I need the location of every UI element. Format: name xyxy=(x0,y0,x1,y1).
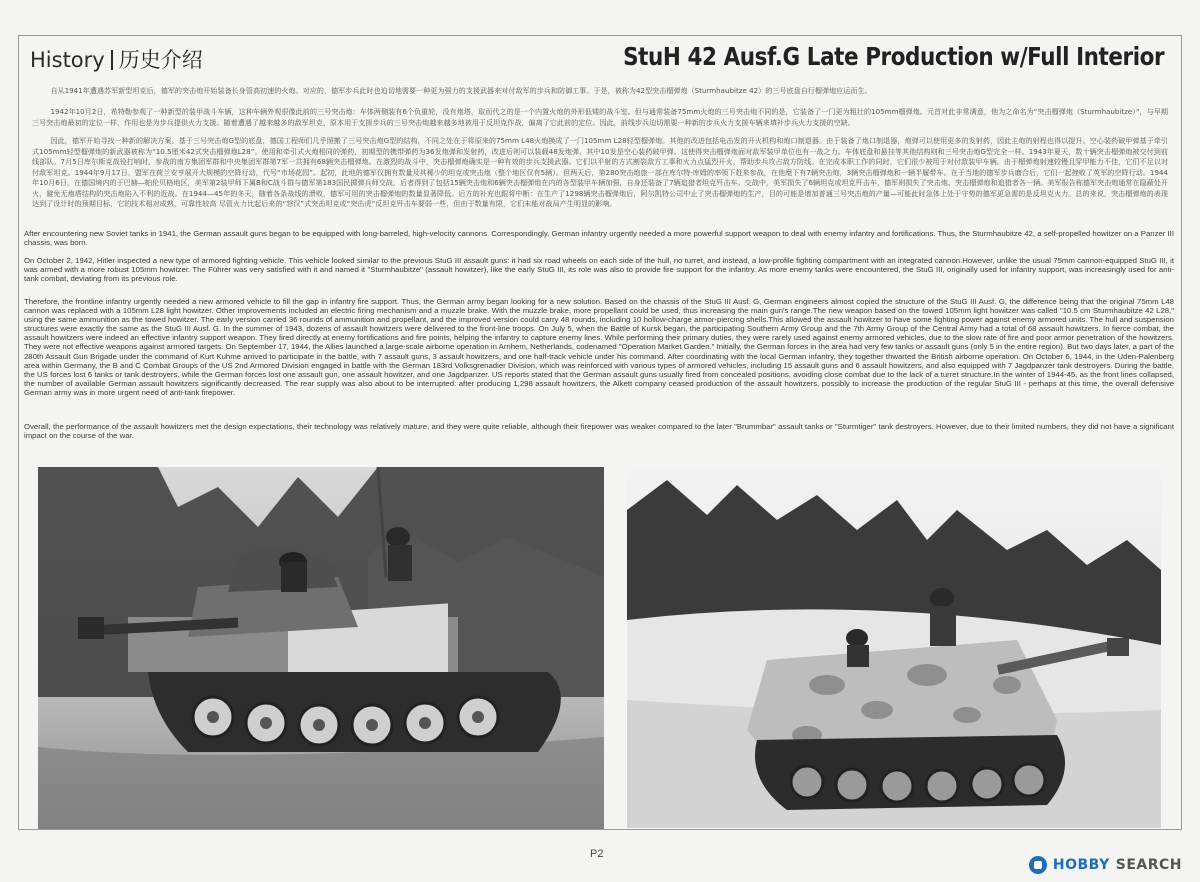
watermark-suffix: SEARCH xyxy=(1115,857,1182,873)
cn-paragraph-1: 自从1941年遭遇苏军新型坦克后，德军的突击炮开始装备长身管高初速的火炮。对应的，德军步兵此时也迫切地需要一种更为强力的支援武器来对付敌军的步兵和防御工事。于是，被称为42型突击榴弹炮（Sturmhaubitze 42）的三号底盘自行榴弹炮应运而生。 xyxy=(50,86,872,95)
photo-stuh42-winter-camouflage xyxy=(627,470,1161,828)
watermark-brand: HOBBY xyxy=(1052,857,1110,873)
en-paragraph-4: Overall, the performance of the assault howitzers met the design expectations, their technology was relatively mature, and they were quite reliable, although their firepower was weaker compared to the later "Brummbar" assault tanks or "Sturmtiger" tank destroyers. However, due to their limited numbers, they did not have a significant impact on the course of the war. xyxy=(24,422,1174,441)
cn-paragraph-2: 1942年10月2日，希特勒参观了一种新型的装甲战斗车辆，这种车辆外观很像此前的三号突击炮：车体两侧装有6个负重轮，没有炮塔，取而代之的是一个内置火炮的外形低矮的战斗室。但与通常装备75mm火炮的三号突击炮不同的是，它装备了一门更为粗壮的105mm榴弹炮。元首对此非常满意，他为之命名为“突击榴弹炮（Sturmhaubitze）”，与早期三号突击炮最初的定位一样，作用也是为步兵提供火力支援。随着遭遇了越来越多的敌军坦克，原本用于支援步兵的三号突击炮越来越多地被用于反坦克作战，偏离了它此前的定位。因此，前线步兵迫切需要一种新的步兵火力支援车辆来填补步兵火力支援的空缺。 xyxy=(32,107,1168,127)
en-paragraph-1: After encountering new Soviet tanks in 1941, the German assault guns began to be equipped with long-barreled, high-velocity cannons. Correspondingly, German infantry urgently needed a more powerful support weapon to deal with enemy infantry and fortifications. Thus, the Sturmhaubitze 42, a self-propelled howitzer on a Panzer III chassis, was born. xyxy=(24,229,1174,248)
product-title: StuH 42 Ausf.G Late Production w/Full Interior xyxy=(622,42,1164,71)
title-divider xyxy=(111,50,113,70)
section-title-cn: 历史介绍 xyxy=(118,48,203,72)
page-number: P2 xyxy=(590,848,604,860)
hobbysearch-logo-icon xyxy=(1029,856,1047,874)
section-title xyxy=(30,44,203,74)
watermark xyxy=(1029,854,1182,876)
cn-paragraph-3: 因此，德军开始寻找一种新的解决方案。基于三号突击炮G型的底盘，德国工程师们几乎照搬了三号突击炮G型的结构，不同之处在于将原来的75mm L48火炮换成了一门105mm L28轻型榴弹炮。其他的改进包括电击发的开火机构和炮口制退器。由于装备了炮口制退器，炮弹可以使用更多的发射药，因此主炮的射程也得以提升。空心装药破甲弹基于牵引式105mm轻型榴弹炮的新武器被称为“10.5厘米42式突击榴弹炮L28”。使用和牵引式火炮相同的弹药，初期型的携带弹药为36发炮弹和发射药，改进后则可以装载48发炮弹，其中10发是空心装药破甲弹。这使得突击榴弹炮面对敌军装甲单位也有一战之力。车体底盘和悬挂等其他结构则和三号突击炮G型完全一样。1943年夏天，数十辆突击榴弹炮被交付到前线部队。7月5日库尔斯克战役打响时，参战的南方集团军群和中央集团军群第7军一共拥有68辆突击榴弹炮。在激烈的战斗中，突击榴弹炮确实是一种有效的步兵支援武器。它们以平射的方式割裂敌方工事和火力点猛烈开火，帮助步兵攻占敌方防线。在完成本职工作的同时，它们很少被用于对付敌装甲车辆。由于榴弹炮射速较慢且穿甲能力不佳，它们不足以对付敌军坦克。1944年9月17日，盟军在荷兰安亨展开大规模的空降行动，代号“市场花园”。起初，此地的德军仅拥有数量及其稀少的坦克或突击炮（整个地区仅有5辆）。但两天后，第280突击炮旅一部在库尔特·库姆的率领下赶来参战，在他麾下有7辆突击炮，3辆突击榴弹炮和一辆半履带车。在于当地的德军步兵磨合后，它们一起挫败了英军的空降行动。1944年10月6日，在德国境内的于巴赫—帕伦贝格地区，美军第2装甲师下属B和C战斗群与德军第183国民掷弹兵师交战，后者得到了包括15辆突击炮和6辆突击榴弹炮在内的各型装甲车辆加强，自身还装备了7辆追猎者坦克歼击车。交战中，美军损失了6辆坦克或坦克歼击车，德军则损失了突击炮、突击榴弹炮和追猎者各一辆。美军报告称德军突击炮通常在隐蔽处开火，避免无炮塔结构的突击炮陷入不利的近战。在1944—45年的冬天，随着各条战线的溃败，德军可用的突击榴弹炮的数量显著降低。后方的补充也跟将中断：在生产了1298辆突击榴弹炮后，阿尔凯特公司中止了突击榴弹炮的生产，目的可能是增加普通三号突击炮的产量—可能此时急体上处于守势的德军更急需的是反坦克火力。总的来说，突击榴弹炮的表现达到了设计时的预期目标，它的技术相对成熟，可靠性较高 尽管火力比起后来的“怒汉”式突击坦克或“突击虎”反坦克歼击车要弱一些，但由于数量有限，它们未能对战局产生明显的影响。 xyxy=(32,136,1168,208)
section-title-en: History xyxy=(30,48,105,72)
en-paragraph-2: On October 2, 1942, Hitler inspected a new type of armored fighting vehicle. This vehicle looked similar to the previous StuG III assault guns: it had six road wheels on each side of the hull, no turret, and instead, a low-profile fighting compartment with an integrated cannon.However, unlike the usual 75mm cannon-equipped StuG III, it was armed with a more robust 105mm howitzer. The Führer was very satisfied with it and named it "Sturmhaubitze" (assault howitzer), like the early StuG III, its role was also to provide fire support for the infantry. As more enemy tanks were encountered, the StuG III, originally used for infantry support, was increasingly used for anti-tank combat, deviating from its previous role. xyxy=(24,256,1174,284)
en-paragraph-3: Therefore, the frontline infantry urgently needed a new armored vehicle to fill the gap in infantry fire support. Thus, the German army began looking for a new solution. Based on the chassis of the StuG III Ausf. G, German engineers almost copied the structure of the StuG III Ausf. G, the difference being that the original 75mm L48 cannon was replaced with a 105mm L28 light howitzer. Other improvements included an electric firing mechanism and a muzzle brake. With the muzzle brake, more propellant could be used, thus increasing the main gun's range.The new weapon based on the towed 105mm light howitzer was called "10.5 cm Sturmhaubitze 42 L28," using the same ammunition as the towed howitzer. The early version carried 36 rounds of ammunition and propellant, and the improved version could carry 48 rounds, including 10 hollow-charge armor-piercing shells.This allowed the assault howitzer to have some fighting power against enemy armored units. The hull and suspension structures were exactly the same as the StuG III Ausf. G. In the summer of 1943, dozens of assault howitzers were delivered to the front-line troops. On July 5, when the Battle of Kursk began, the participating Southern Army Group and the 7th Army Group of the Central Army had a total of 68 assault howitzers. In fierce combat, the assault howitzers were indeed an effective infantry support weapon. They fired directly at enemy fortifications and fire points, helping the infantry to capture enemy lines. While performing their primary duties, they were rarely used against enemy armored vehicles, due to the slow rate of fire and poor armor penetration of the howitzers. They were not effective weapons against armored targets. On September 17, 1944, the Allies launched a large-scale airborne operation in Arnhem, Netherlands, codenamed "Operation Market Garden." Initially, the German forces in the area had very few tanks or assault guns (only 5 in the entire region). But two days later, a part of the 280th Assault Gun Brigade under the command of Kurt Kuhme arrived to participate in the battle, with 7 assault guns, 3 assault howitzers, and one half-track vehicle under his command. After coordinating with the local German infantry, they together thwarted the British airborne operation. On October 6, 1944, in the Uden-Palenberg area within Germany, the B and C Combat Groups of the US 2nd Armored Division engaged in battle with the German 183rd Volksgrenadier Division, which was reinforced with various types of armored vehicles, including 15 assault guns and 6 assault howitzers, and also equipped with 7 Jagdpanzer tank destroyers. During the battle, the US forces lost 6 tanks or tank destroyers, while the German forces lost one assault gun, one assault howitzer, and one Jagdpanzer. US reports stated that the German assault guns usually fired from concealed positions, avoiding close combat due to the lack of a turret structure.In the winter of 1944-45, as the front lines collapsed, the number of available German assault howitzers significantly decreased. The rear supply was also about to be interrupted: after producing 1,298 assault howitzers, the Alkett company ceased production of the assault howitzers, possibly to increase the production of the regular StuG III - perhaps at this time, the overall defensive German army was in more urgent need of anti-tank firepower. xyxy=(24,297,1174,397)
photo-stuh42-forest-road xyxy=(38,467,604,829)
